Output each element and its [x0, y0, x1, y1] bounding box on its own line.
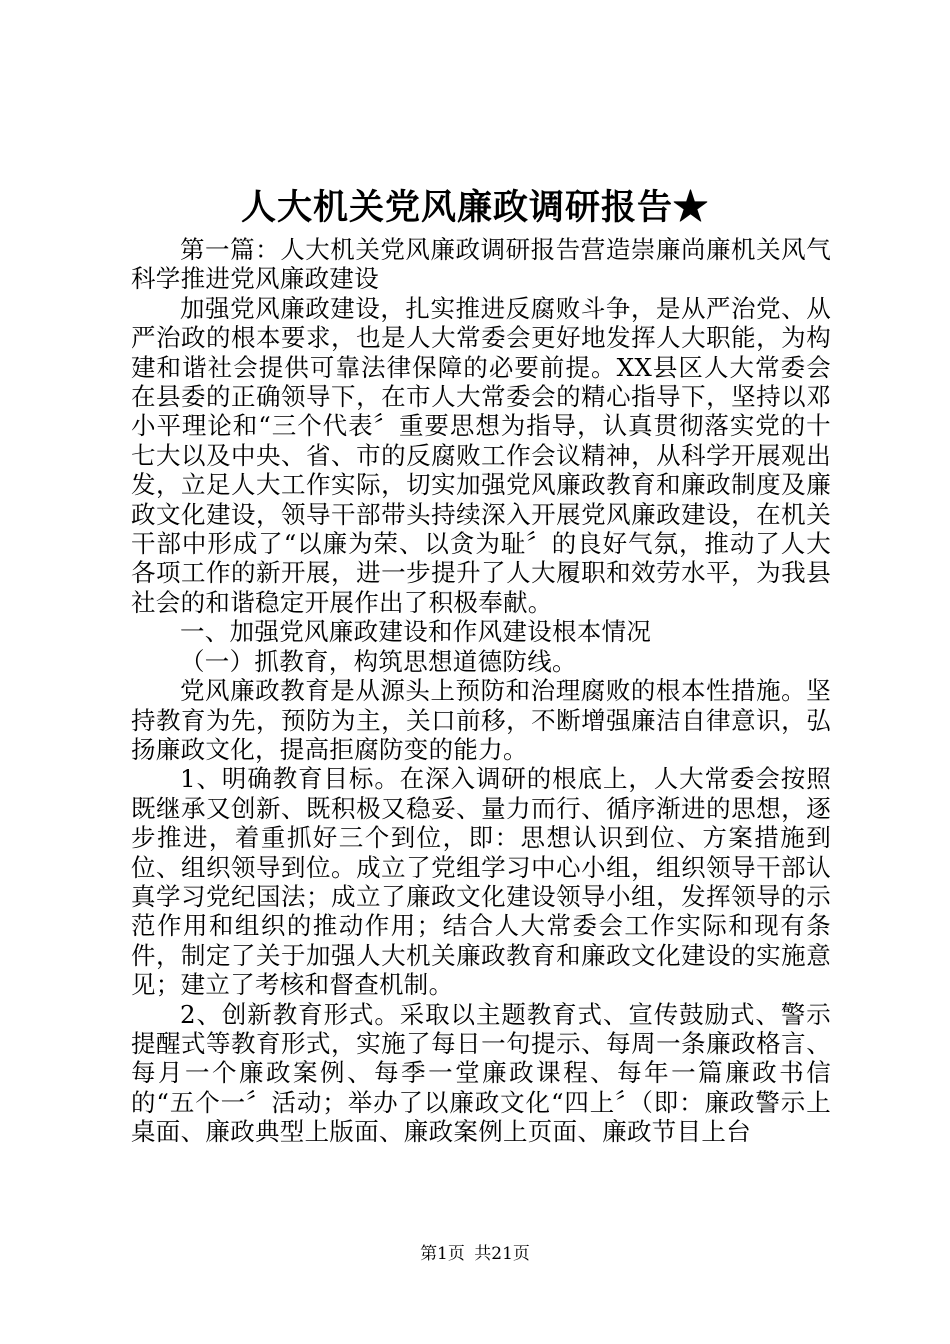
page-number: 第1页 — [420, 1244, 465, 1264]
page-title: 人大机关党风廉政调研报告★ — [240, 187, 709, 228]
section-heading: 一、加强党风廉政建设和作风建设根本情况 — [180, 617, 652, 647]
paragraph-item-2: 2、创新教育形式。采取以主题教育式、宣传鼓励式、警示提醒式等教育形式，实施了每日一句提示、每周一条廉政格言、每月一个廉政案例、每季一堂廉政课程、每年一篇廉政书信的“五个一〞活动；举办了以廉政文化“四上〞（即：廉政警示上桌面、廉政典型上版面、廉政案例上页面、廉政节目上台 — [131, 999, 831, 1147]
document-body — [131, 235, 831, 1147]
paragraph-item-1: 1、明确教育目标。在深入调研的根底上，人大常委会按照既继承又创新、既积极又稳妥、量力而行、循序渐进的思想，逐步推进，着重抓好三个到位，即：思想认识到位、方案措施到位、组织领导到位。成立了党组学习中心小组，组织领导干部认真学习党纪国法；成立了廉政文化建设领导小组，发挥领导的示范作用和组织的推动作用；结合人大常委会工作实际和现有条件，制定了关于加强人大机关廉政教育和廉政文化建设的实施意见；建立了考核和督查机制。 — [131, 764, 831, 1000]
subsection-heading: （一）抓教育，构筑思想道德防线。 — [180, 646, 577, 676]
paragraph-intro: 加强党风廉政建设，扎实推进反腐败斗争，是从严治党、从严治政的根本要求，也是人大常委会更好地发挥人大职能，为构建和谐社会提供可靠法律保障的必要前提。XX县区人大常委会在县委的正确领导下，在市人大常委会的精心指导下，坚持以邓小平理论和“三个代表〞重要思想为指导，认真贯彻落实党的十七大以及中央、省、市的反腐败工作会议精神，从科学开展观出发，立足人大工作实际，切实加强党风廉政教育和廉政制度及廉政文化建设，领导干部带头持续深入开展党风廉政建设，在机关干部中形成了“以廉为荣、以贪为耻〞的良好气氛，推动了人大各项工作的新开展，进一步提升了人大履职和效劳水平，为我县社会的和谐稳定开展作出了积极奉献。 — [131, 293, 831, 617]
paragraph-subtitle: 第一篇：人大机关党风廉政调研报告营造崇廉尚廉机关风气科学推进党风廉政建设 — [131, 235, 831, 294]
page-footer — [0, 1243, 950, 1265]
paragraph-education: 党风廉政教育是从源头上预防和治理腐败的根本性措施。坚持教育为先，预防为主，关口前移，不断增强廉洁自律意识，弘扬廉政文化，提高拒腐防变的能力。 — [131, 676, 831, 764]
page-total: 共21页 — [474, 1244, 530, 1264]
